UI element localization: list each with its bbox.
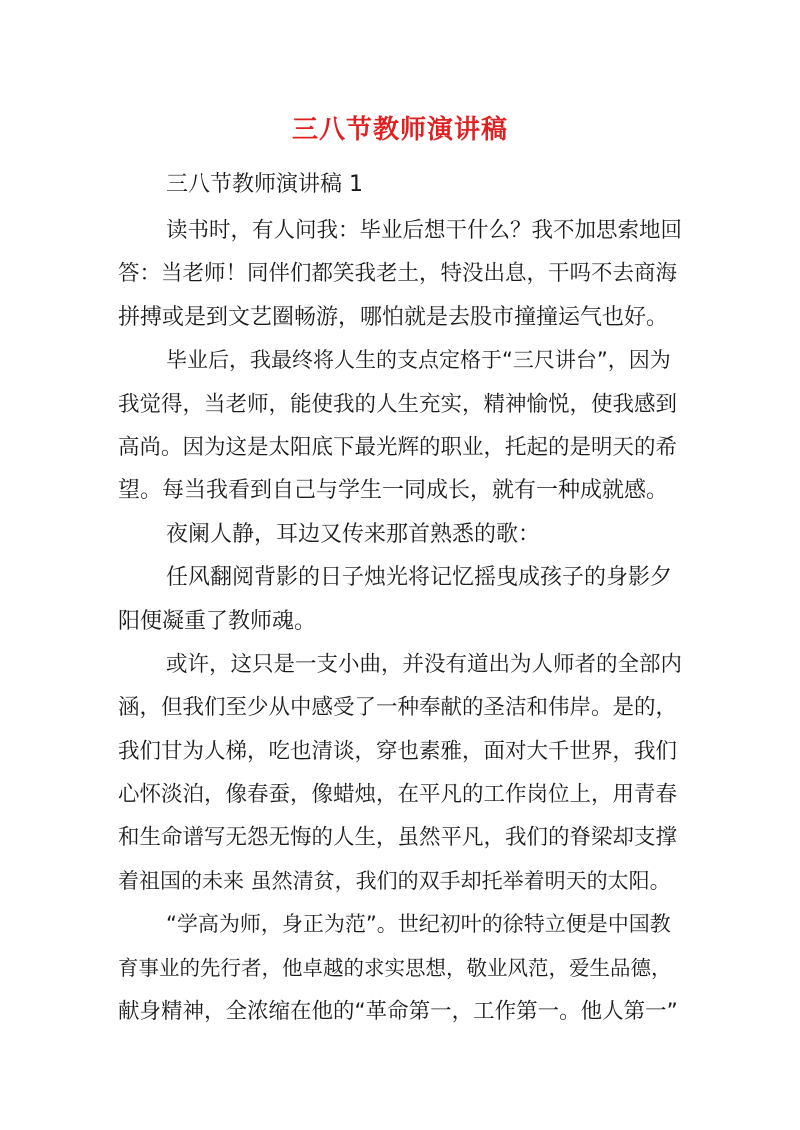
text-line: 拼搏或是到文艺圈畅游，哪怕就是去股市撞撞运气也好。 [118,304,669,330]
text-line: 献身精神，全浓缩在他的“革命第一，工作第一。他人第一” [118,999,678,1025]
text-line: 涵，但我们至少从中感受了一种奉献的圣洁和伟岸。是的， [118,695,678,721]
text-line: 任风翻阅背影的日子烛光将记忆摇曳成孩子的身影夕 [166,565,673,591]
text-line: “学高为师，身正为范”。世纪初叶的徐特立便是中国教 [166,912,671,937]
text-line: 答：当老师！同伴们都笑我老土，特没出息，干吗不去商海 [118,261,678,287]
text-line: 读书时，有人问我：毕业后想干什么？我不加思索地回 [166,218,683,243]
text-line: 高尚。因为这是太阳底下最光辉的职业，托起的是明天的希 [118,434,678,460]
text-line: 着祖国的未来 虽然清贫，我们的双手却托举着明天的太阳。 [118,868,671,893]
text-line: 夜阑人静，耳边又传来那首熟悉的歌： [166,521,541,547]
text-line: 心怀淡泊，像春蚕，像蜡烛，在平凡的工作岗位上，用青春 [118,782,678,808]
document-subtitle: 三八节教师演讲稿 1 [166,172,363,197]
document-body [118,209,682,1033]
text-line: 毕业后，我最终将人生的支点定格于“三尺讲台”，因为 [166,348,671,373]
text-line: 阳便凝重了教师魂。 [118,608,317,634]
document-title: 三八节教师演讲稿 [291,115,508,145]
text-line: 和生命谱写无怨无悔的人生，虽然平凡，我们的脊梁却支撑 [118,825,678,851]
text-line: 我们甘为人梯，吃也清谈，穿也素雅，面对大千世界，我们 [118,738,678,764]
text-line: 育事业的先行者，他卓越的求实思想，敬业风范，爱生品德， [118,955,672,980]
text-line: 望。每当我看到自己与学生一同成长，就有一种成就感。 [118,478,669,504]
text-line: 我觉得，当老师，能使我的人生充实，精神愉悦，使我感到 [118,391,678,417]
text-line: 或许，这只是一支小曲，并没有道出为人师者的全部内 [166,651,683,677]
